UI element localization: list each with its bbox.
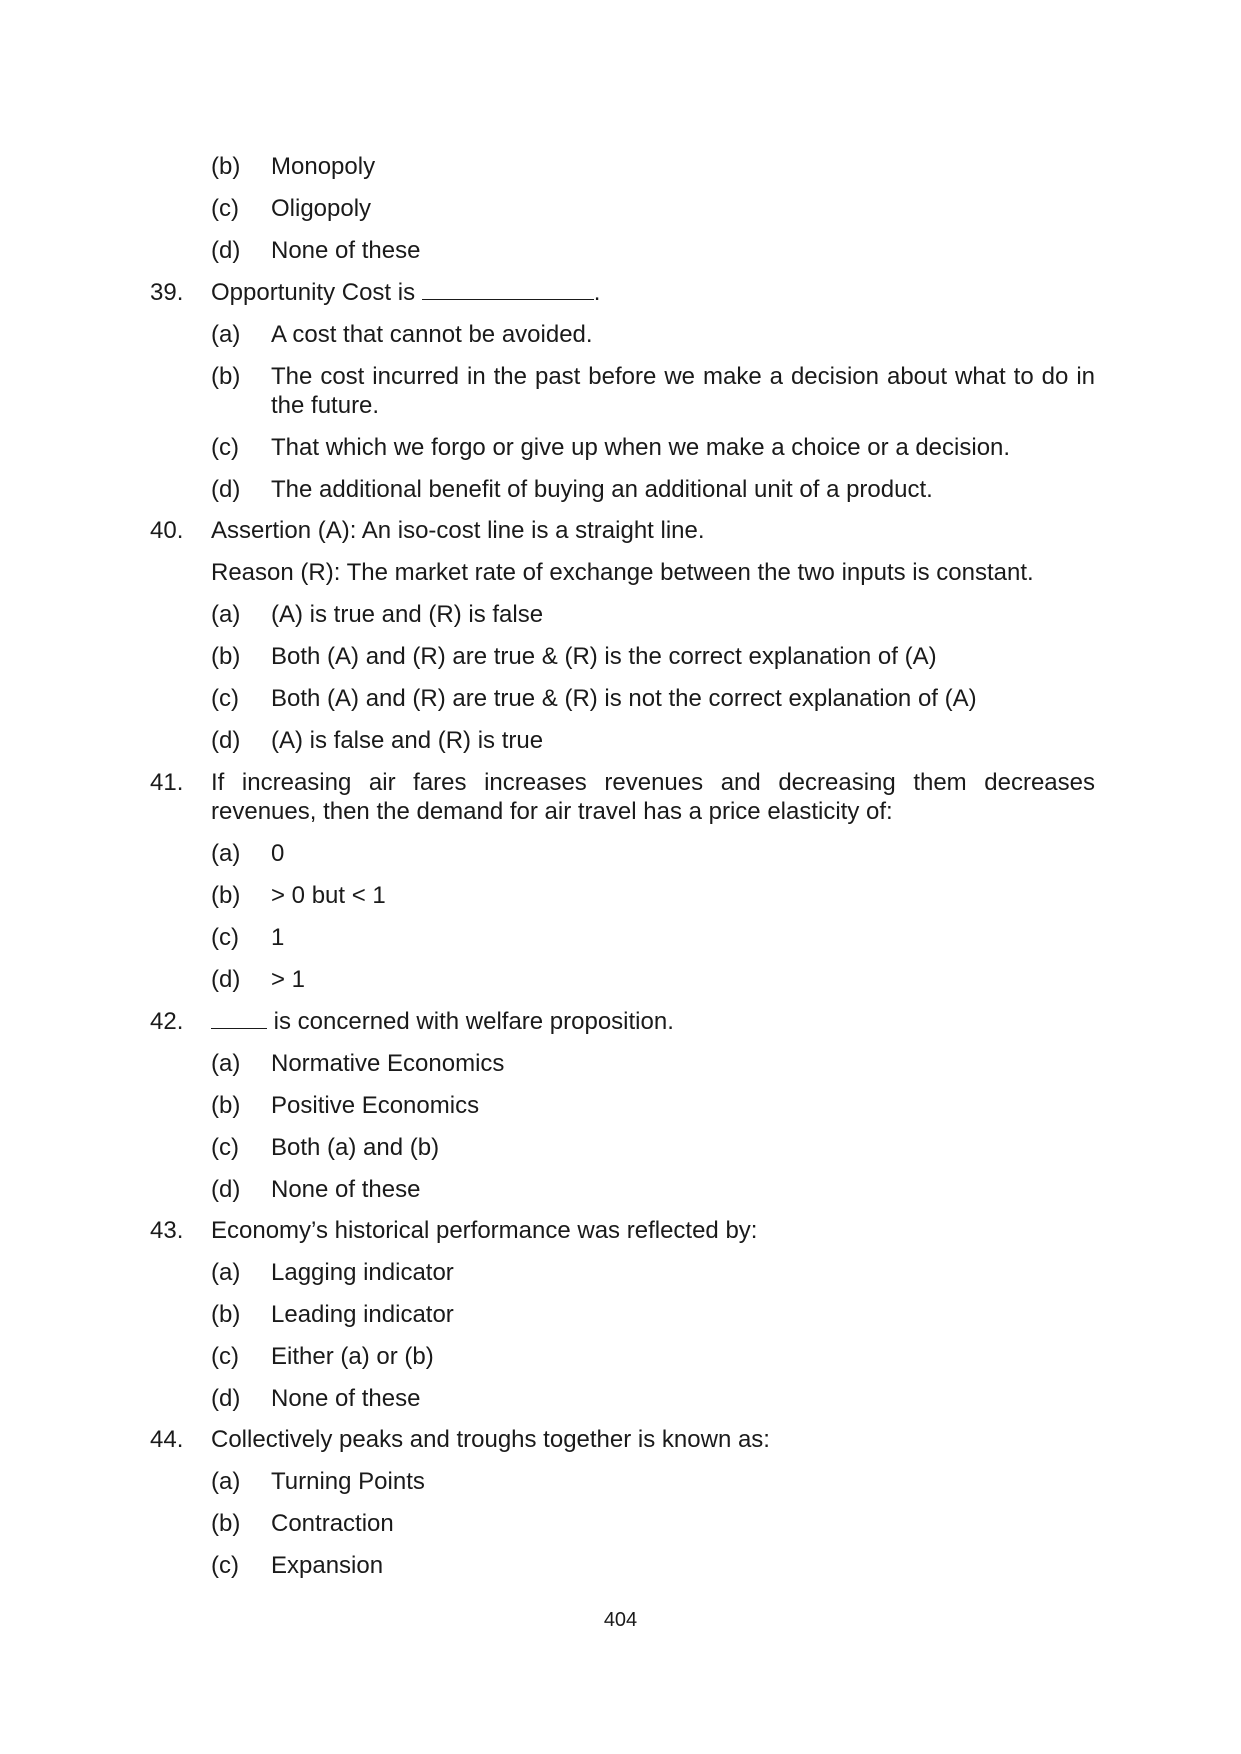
option-label: (b) <box>211 1301 241 1328</box>
option-text: Contraction <box>271 1510 394 1537</box>
option-label: (b) <box>211 882 241 909</box>
answer-blank <box>422 279 594 300</box>
option-label: (d) <box>211 237 241 264</box>
option-text: > 1 <box>271 966 306 993</box>
question-number: 43. <box>150 1217 184 1244</box>
question-text: Economy’s historical performance was reflected by: <box>211 1217 758 1244</box>
question-text: Collectively peaks and troughs together is known as: <box>211 1426 770 1453</box>
option-text: Positive Economics <box>271 1092 480 1119</box>
option-label: (d) <box>211 476 241 503</box>
question-text: Opportunity Cost is . <box>211 279 601 306</box>
option-text: Oligopoly <box>271 195 372 222</box>
option-text: 1 <box>271 924 285 951</box>
option-text: None of these <box>271 1176 421 1203</box>
option-text: Both (A) and (R) are true & (R) is the correct explanation of (A) <box>271 643 937 670</box>
option-label: (a) <box>211 321 241 348</box>
option-label: (a) <box>211 840 241 867</box>
option-text: Expansion <box>271 1552 384 1579</box>
option-label: (c) <box>211 685 239 712</box>
option-label: (c) <box>211 1552 239 1579</box>
page-number: 404 <box>603 1609 638 1631</box>
option-label: (d) <box>211 727 241 754</box>
question-number: 40. <box>150 517 184 544</box>
option-text: A cost that cannot be avoided. <box>271 321 593 348</box>
option-text: Lagging indicator <box>271 1259 454 1286</box>
option-text: Normative Economics <box>271 1050 505 1077</box>
option-text: The cost incurred in the past before we make a decision about what to do in the future. <box>271 363 1095 419</box>
option-label: (d) <box>211 966 241 993</box>
option-label: (a) <box>211 1259 241 1286</box>
option-label: (c) <box>211 1343 239 1370</box>
reason-text: Reason (R): The market rate of exchange between the two inputs is constant. <box>211 559 1034 586</box>
option-label: (d) <box>211 1176 241 1203</box>
option-label: (b) <box>211 1092 241 1119</box>
answer-blank <box>211 1008 267 1029</box>
question-text: If increasing air fares increases revenues and decreasing them decreases revenues, then the demand for air travel has a price elasticity of: <box>211 769 1095 825</box>
option-text: Either (a) or (b) <box>271 1343 434 1370</box>
question-number: 41. <box>150 769 184 796</box>
option-text: Monopoly <box>271 153 376 180</box>
option-label: (a) <box>211 1050 241 1077</box>
option-text: None of these <box>271 237 421 264</box>
option-label: (a) <box>211 601 241 628</box>
option-text: None of these <box>271 1385 421 1412</box>
question-number: 44. <box>150 1426 184 1453</box>
option-text: > 0 but < 1 <box>271 882 386 909</box>
question-text: Assertion (A): An iso-cost line is a straight line. <box>211 517 705 544</box>
option-text: Leading indicator <box>271 1301 454 1328</box>
question-text: is concerned with welfare proposition. <box>211 1007 1095 1036</box>
option-text: Turning Points <box>271 1468 425 1495</box>
option-text: (A) is false and (R) is true <box>271 727 544 754</box>
question-number: 42. <box>150 1008 184 1035</box>
option-label: (b) <box>211 153 241 180</box>
option-text: 0 <box>271 840 285 867</box>
option-label: (b) <box>211 363 241 390</box>
option-label: (c) <box>211 195 239 222</box>
option-label: (a) <box>211 1468 241 1495</box>
option-label: (c) <box>211 1134 239 1161</box>
option-text: (A) is true and (R) is false <box>271 601 544 628</box>
option-text: The additional benefit of buying an additional unit of a product. <box>271 476 933 503</box>
question-number: 39. <box>150 279 184 306</box>
option-label: (b) <box>211 1510 241 1537</box>
option-label: (d) <box>211 1385 241 1412</box>
option-label: (c) <box>211 924 239 951</box>
option-text: That which we forgo or give up when we make a choice or a decision. <box>271 434 1011 461</box>
option-label: (c) <box>211 434 239 461</box>
option-text: Both (A) and (R) are true & (R) is not the correct explanation of (A) <box>271 685 977 712</box>
option-label: (b) <box>211 643 241 670</box>
option-text: Both (a) and (b) <box>271 1134 440 1161</box>
